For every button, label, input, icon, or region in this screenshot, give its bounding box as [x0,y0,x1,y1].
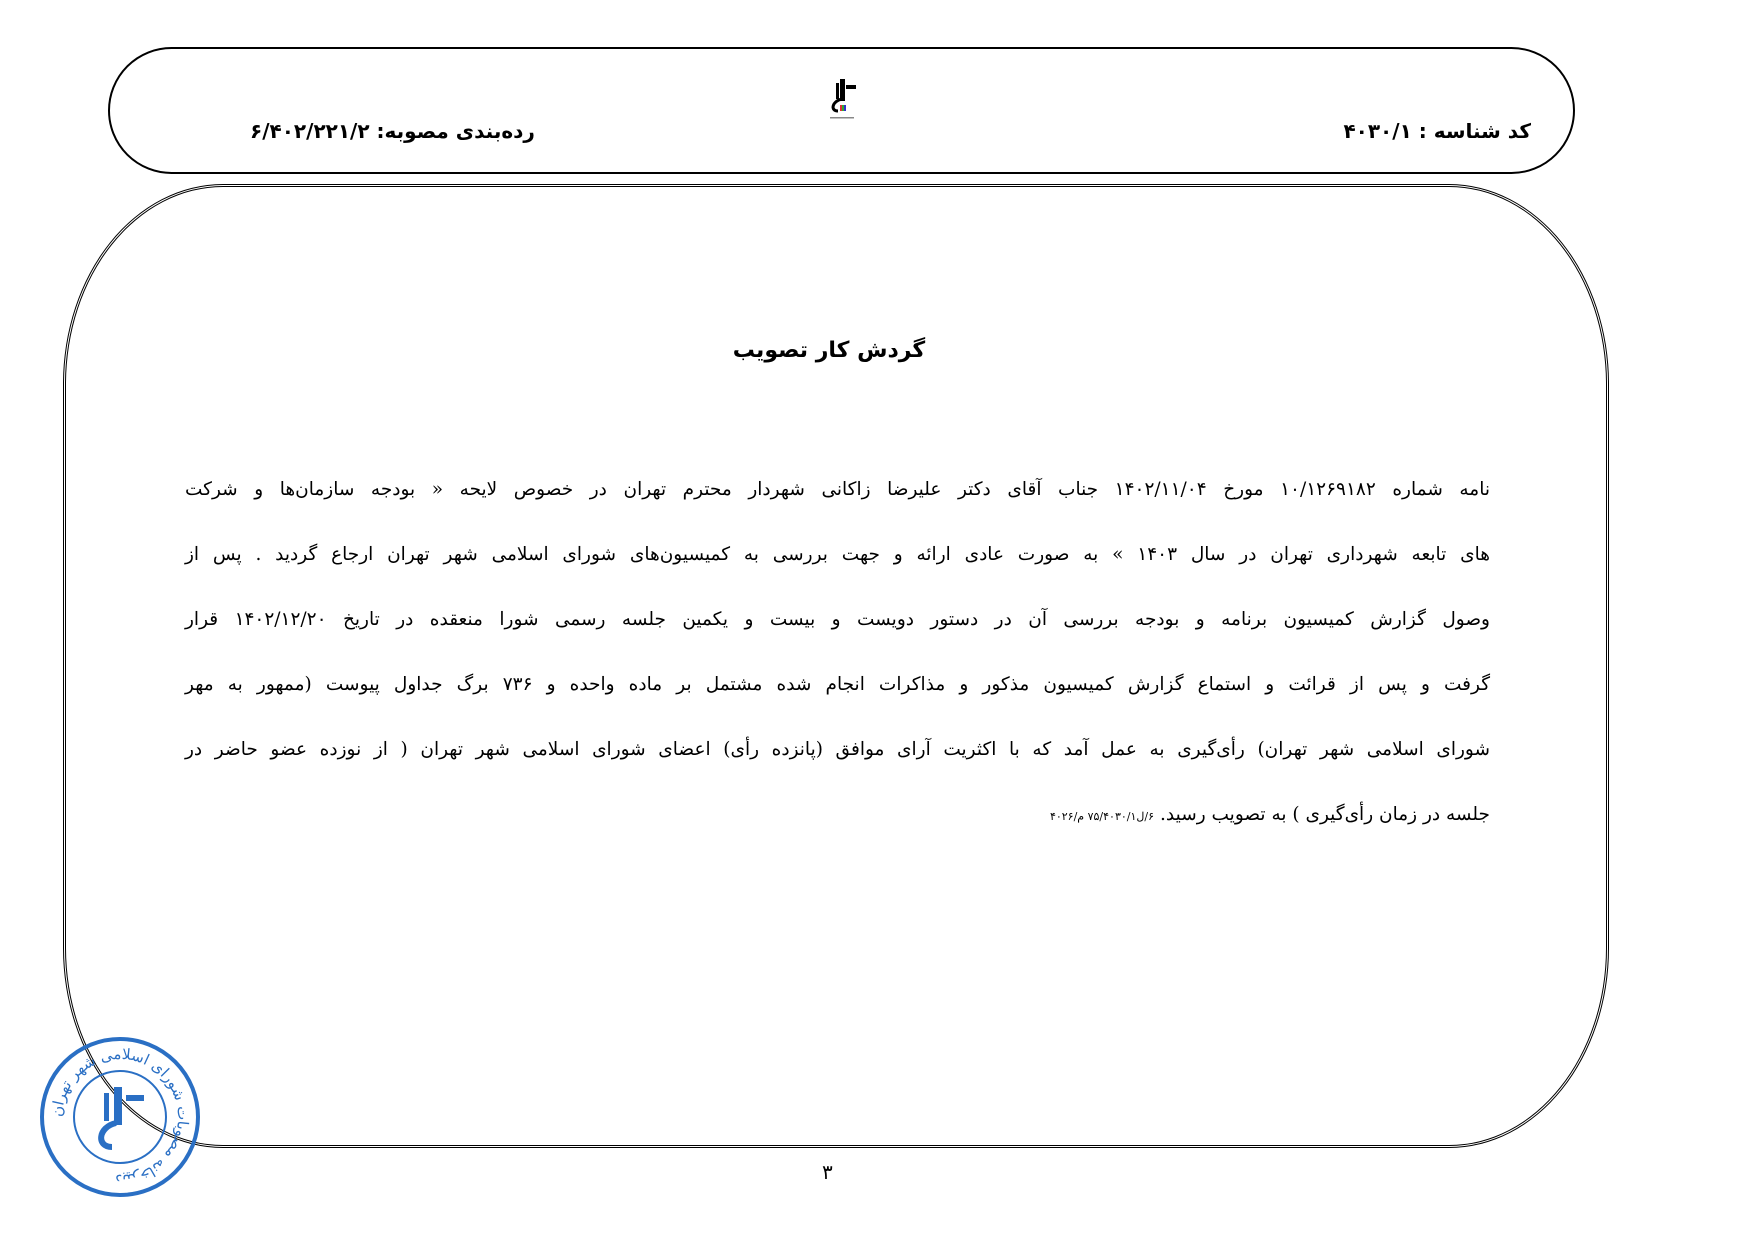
page-number: ۳ [822,1160,833,1184]
paragraph-line-last [185,795,1490,860]
paragraph-line: وصول گزارش کمیسیون برنامه و بودجه بررسی آن در دستور دویست و بیست و یکمین جلسه رسمی شورا منعقده در تاریخ ۱۴۰۲/۱۲/۲۰ قرار [185,609,1490,630]
approval-paragraph [185,470,1490,860]
header-box [108,47,1575,174]
council-stamp [38,1035,203,1200]
paragraph-line: شورای اسلامی شهر تهران) رأی‌گیری به عمل آمد که با اکثریت آرای موافق (پانزده رأی) اعضای شورای اسلامی شهر تهران ( از نوزده عضو حاضر در [185,739,1490,760]
paragraph-line: جلسه در زمان رأی‌گیری ) به تصویب رسید. [1160,804,1490,825]
document-id-code: کد شناسه : ۴۰۳۰/۱ [1343,119,1531,143]
paragraph-line: گرفت و پس از قرائت و استماع گزارش کمیسیون مذکور و مذاکرات انجام شده مشتمل بر ماده واحده و ۷۳۶ برگ جداول پیوست (ممهور به مهر [185,674,1491,695]
paragraph-line: های تابعه شهرداری تهران در سال ۱۴۰۳ » به صورت عادی ارائه و جهت بررسی به کمیسیون‌های شورای اسلامی شهر تهران ارجاع گردید . پس از [185,544,1491,565]
council-logo [822,77,862,127]
approval-classification: رده‌بندی مصوبه: ۶/۴۰۲/۲۲۱/۲ [250,119,535,143]
stamp-text: دبیرخانه مصوبات شورای اسلامی شهر تهران [47,1044,193,1190]
paragraph-line: نامه شماره ۱۰/۱۲۶۹۱۸۲ مورخ ۱۴۰۲/۱۱/۰۴ جناب آقای دکتر علیرضا زاکانی شهردار محترم تهران در خصوص لایحه « بودجه سازمان‌ها و شرکت [185,479,1491,500]
reference-note: ۶/ل۷۵/۴۰۳۰/۱ م/۴۰۲۶ [1049,810,1155,823]
page-title: گردش کار تصویب [732,338,926,363]
